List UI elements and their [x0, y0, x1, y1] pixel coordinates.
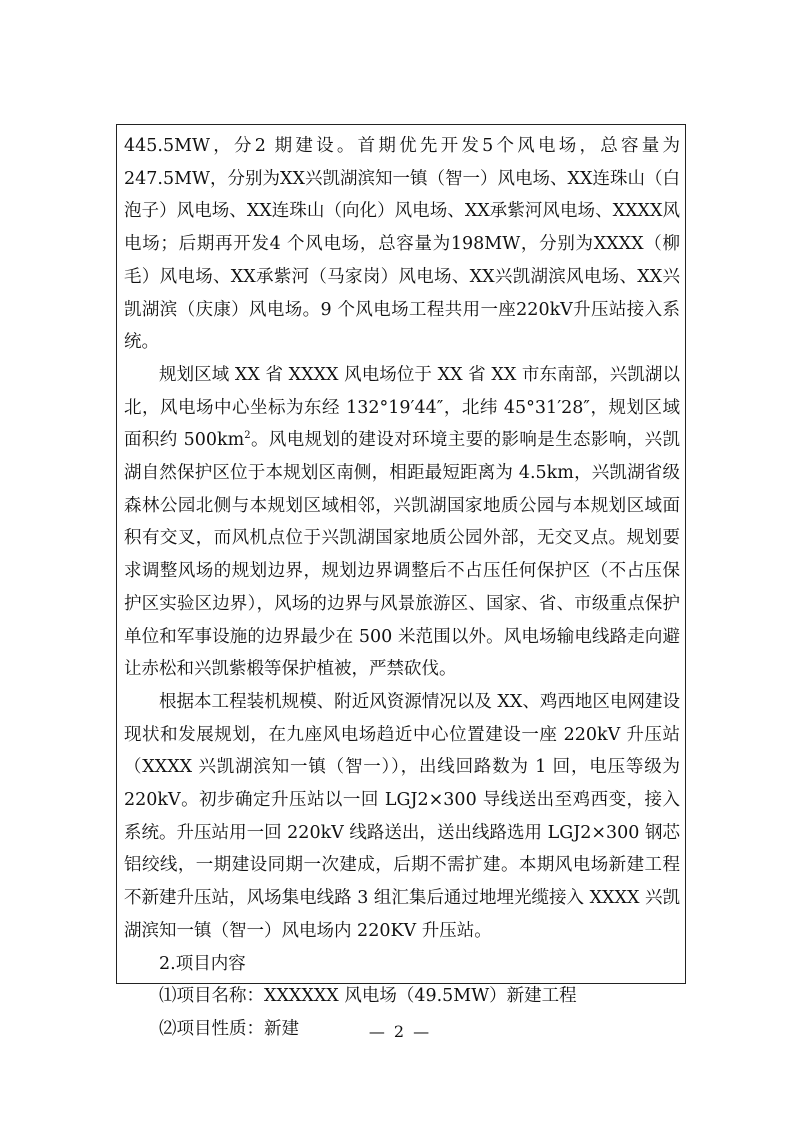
area-unit-superscript: 2 [244, 430, 251, 442]
content-frame [116, 124, 686, 1039]
paragraph-capacity: 445.5MW，分2 期建设。首期优先开发5个风电场，总容量为247.5MW，分别为XX兴凯湖滨知一镇（智一）风电场、XX连珠山（白泡子）风电场、XX连珠山（向化）风电场、XX承紫河风电场、XXXX风电场；后期再开发4 个风电场，总容量为198MW，分别为XXXX（柳毛）风电场、XX承紫河（马家岗）风电场、XX兴凯湖滨风电场、XX兴凯湖滨（庆康）风电场。9 个风电场工程共用一座220kV升压站接入系统。 [124, 136, 680, 353]
document-body [124, 130, 680, 1046]
item-project-name: ⑴项目名称：XXXXXX 风电场（49.5MW）新建工程 [159, 986, 577, 1007]
section-heading-project-content: 2.项目内容 [159, 953, 246, 974]
page-number: — 2 — [368, 1022, 432, 1041]
paragraph-planning-area-part2: 。风电规划的建设对环境主要的影响是生态影响，兴凯湖自然保护区位于本规划区南侧，相距最短距离为 4.5km，兴凯湖省级森林公园北侧与本规划区域相邻，兴凯湖国家地质公园与本规划区域面积有交叉，而风机点位于兴凯湖国家地质公园外部，无交叉点。规划要求调整风场的规划边界，规划边界调整后不占压任何保护区（不占压保护区实验区边界），风场的边界与风景旅游区、国家、省、市级重点保护单位和军事设施的边界最少在 500 米范围以外。风电场输电线路走向避让赤松和兴凯紫椴等保护植被，严禁砍伐。 [124, 430, 680, 680]
paragraph-planning-area [124, 359, 680, 686]
paragraph-grid-connection: 根据本工程装机规模、附近风资源情况以及 XX、鸡西地区电网建设现状和发展规划，在九座风电场趋近中心位置建设一座 220kV 升压站（XXXX 兴凯湖滨知一镇（智一）），出线回路数为 1 回，电压等级为 220kV。初步确定升压站以一回 LGJ2×300 导线送出至鸡西变，接入系统。升压站用一回 220kV 线路送出，送出线路选用 LGJ2×300 钢芯铝绞线，一期建设同期一次建成，后期不需扩建。本期风电场新建工程不新建升压站，风场集电线路 3 组汇集后通过地埋光缆接入 XXXX 兴凯湖滨知一镇（智一）风电场内 220KV 升压站。 [124, 691, 680, 941]
paragraph-planning-area-part1: 规划区域 XX 省 XXXX 风电场位于 XX 省 XX 市东南部，兴凯湖以北，风电场中心坐标为东经 132°19′44″，北纬 45°31′28″，规划区域面积约 500km [124, 364, 680, 451]
item-project-nature: ⑵项目性质：新建 [159, 1018, 299, 1039]
